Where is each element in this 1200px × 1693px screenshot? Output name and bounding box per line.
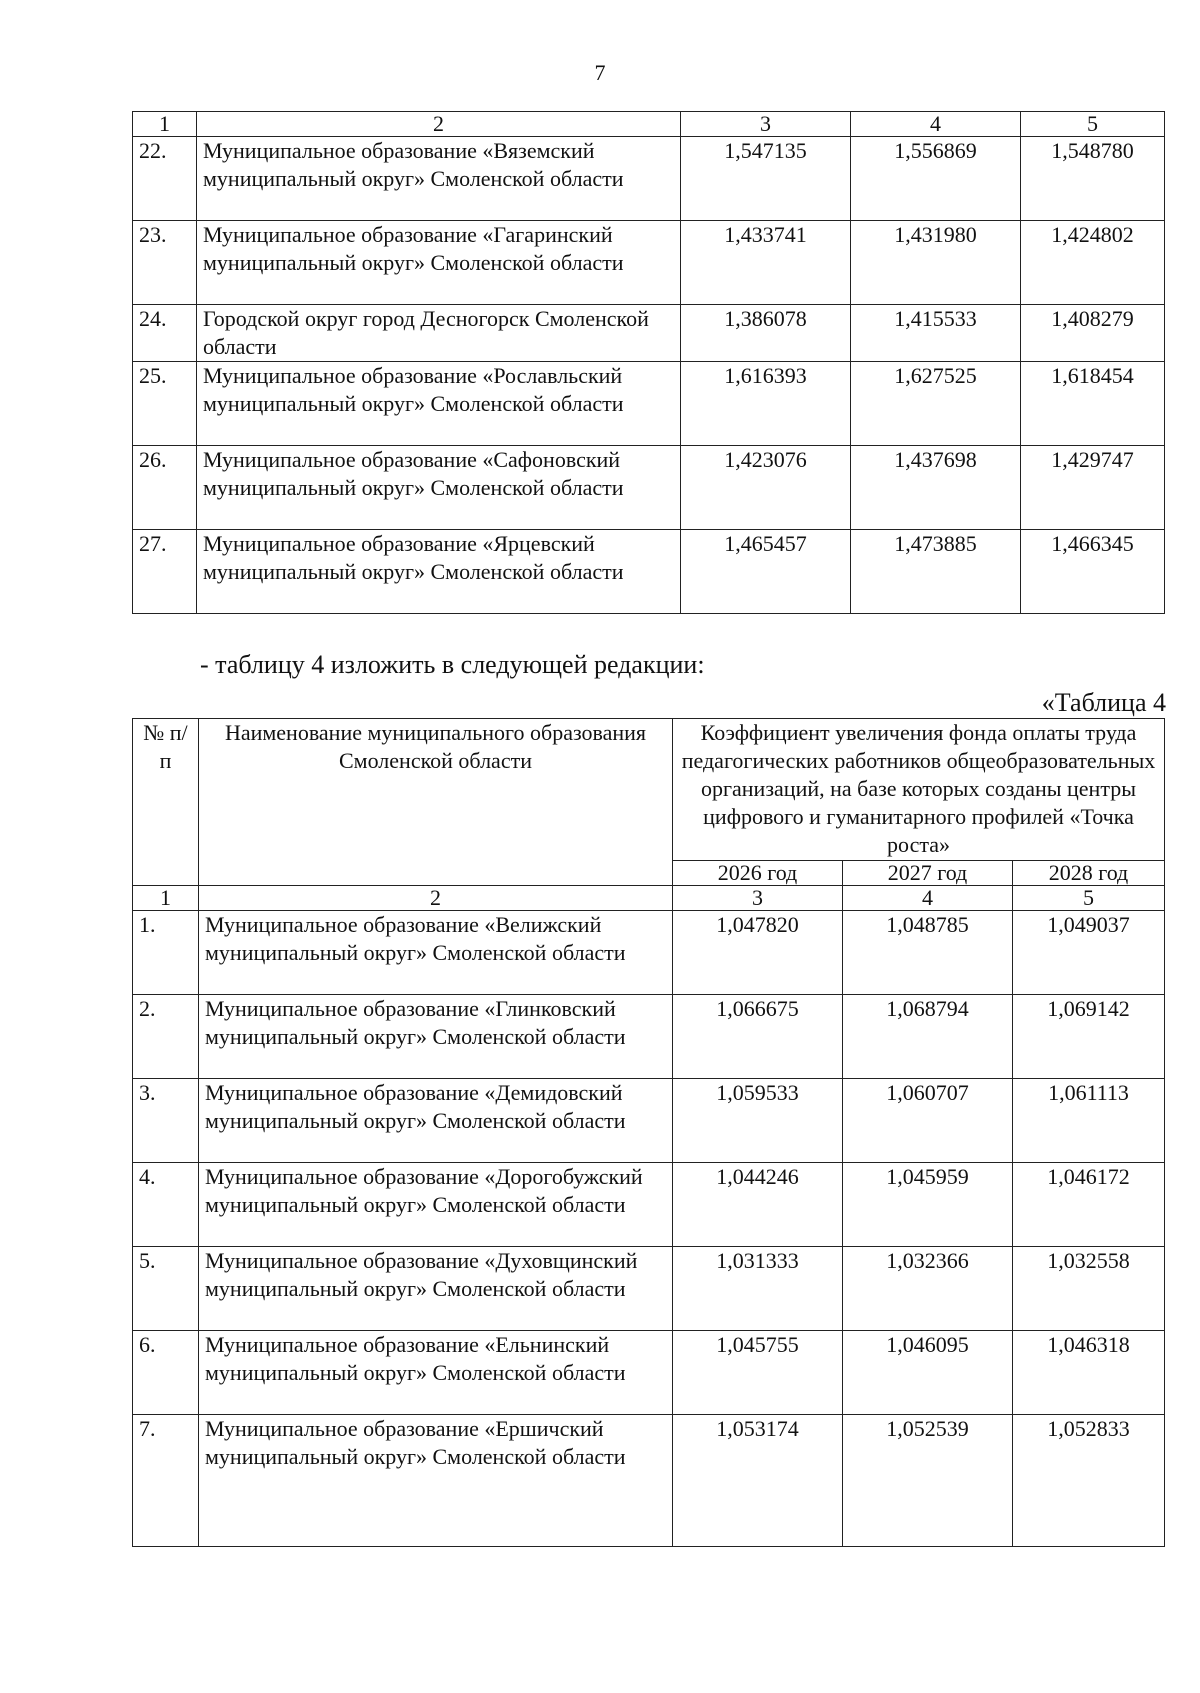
value-2026: 1,044246 bbox=[673, 1163, 843, 1247]
municipality-name: Муниципальное образование «Сафоновский муниципальный округ» Смоленской области bbox=[197, 446, 681, 530]
row-number: 26. bbox=[133, 446, 197, 530]
col-number: 1 bbox=[133, 886, 199, 911]
value-2028: 1,429747 bbox=[1021, 446, 1165, 530]
row-number: 3. bbox=[133, 1079, 199, 1163]
year-2028: 2028 год bbox=[1013, 861, 1165, 886]
value-2027: 1,431980 bbox=[851, 221, 1021, 305]
municipality-name: Муниципальное образование «Демидовский муниципальный округ» Смоленской области bbox=[199, 1079, 673, 1163]
table-row bbox=[133, 1163, 1165, 1247]
value-2026: 1,053174 bbox=[673, 1415, 843, 1547]
col-number: 4 bbox=[851, 112, 1021, 137]
row-number: 27. bbox=[133, 530, 197, 614]
coefficients-table-4 bbox=[132, 718, 1165, 1547]
col-number: 5 bbox=[1021, 112, 1165, 137]
coefficients-table-continued bbox=[132, 111, 1165, 614]
value-2026: 1,047820 bbox=[673, 911, 843, 995]
row-number: 1. bbox=[133, 911, 199, 995]
value-2028: 1,548780 bbox=[1021, 137, 1165, 221]
value-2028: 1,046172 bbox=[1013, 1163, 1165, 1247]
row-number: 7. bbox=[133, 1415, 199, 1547]
table-row bbox=[133, 911, 1165, 995]
row-number: 22. bbox=[133, 137, 197, 221]
municipality-name: Муниципальное образование «Ершичский муниципальный округ» Смоленской области bbox=[199, 1415, 673, 1547]
value-2027: 1,052539 bbox=[843, 1415, 1013, 1547]
value-2026: 1,045755 bbox=[673, 1331, 843, 1415]
col-header-coefficient: Коэффициент увеличения фонда оплаты труда педагогических работников общеобразовательных организаций, на базе которых созданы центры цифрового и гуманитарного профилей «Точка роста» bbox=[673, 719, 1165, 861]
value-2028: 1,408279 bbox=[1021, 305, 1165, 362]
row-number: 25. bbox=[133, 362, 197, 446]
col-number: 5 bbox=[1013, 886, 1165, 911]
value-2028: 1,061113 bbox=[1013, 1079, 1165, 1163]
table-row bbox=[133, 446, 1165, 530]
col-number: 3 bbox=[681, 112, 851, 137]
municipality-name: Городской округ город Десногорск Смоленской области bbox=[197, 305, 681, 362]
row-number: 24. bbox=[133, 305, 197, 362]
municipality-name: Муниципальное образование «Велижский муниципальный округ» Смоленской области bbox=[199, 911, 673, 995]
row-number: 2. bbox=[133, 995, 199, 1079]
table-row bbox=[133, 221, 1165, 305]
value-2026: 1,059533 bbox=[673, 1079, 843, 1163]
value-2027: 1,627525 bbox=[851, 362, 1021, 446]
amendment-instruction: - таблицу 4 изложить в следующей редакции: bbox=[200, 650, 705, 679]
municipality-name: Муниципальное образование «Духовщинский муниципальный округ» Смоленской области bbox=[199, 1247, 673, 1331]
value-2027: 1,032366 bbox=[843, 1247, 1013, 1331]
column-numbering-row bbox=[133, 112, 1165, 137]
value-2028: 1,424802 bbox=[1021, 221, 1165, 305]
row-number: 6. bbox=[133, 1331, 199, 1415]
value-2027: 1,045959 bbox=[843, 1163, 1013, 1247]
value-2027: 1,556869 bbox=[851, 137, 1021, 221]
municipality-name: Муниципальное образование «Рославльский муниципальный округ» Смоленской области bbox=[197, 362, 681, 446]
table-row bbox=[133, 1331, 1165, 1415]
value-2026: 1,423076 bbox=[681, 446, 851, 530]
value-2027: 1,473885 bbox=[851, 530, 1021, 614]
row-number: 23. bbox=[133, 221, 197, 305]
municipality-name: Муниципальное образование «Вяземский муниципальный округ» Смоленской области bbox=[197, 137, 681, 221]
value-2026: 1,031333 bbox=[673, 1247, 843, 1331]
page-number: 7 bbox=[594, 60, 606, 85]
table-row bbox=[133, 362, 1165, 446]
value-2026: 1,066675 bbox=[673, 995, 843, 1079]
municipality-name: Муниципальное образование «Гагаринский муниципальный округ» Смоленской области bbox=[197, 221, 681, 305]
value-2027: 1,060707 bbox=[843, 1079, 1013, 1163]
col-number: 2 bbox=[197, 112, 681, 137]
table-row bbox=[133, 137, 1165, 221]
table-row bbox=[133, 1415, 1165, 1547]
value-2026: 1,547135 bbox=[681, 137, 851, 221]
municipality-name: Муниципальное образование «Дорогобужский муниципальный округ» Смоленской области bbox=[199, 1163, 673, 1247]
municipality-name: Муниципальное образование «Глинковский муниципальный округ» Смоленской области bbox=[199, 995, 673, 1079]
table-header-row bbox=[133, 719, 1165, 861]
col-number: 1 bbox=[133, 112, 197, 137]
column-numbering-row bbox=[133, 886, 1165, 911]
table-row bbox=[133, 995, 1165, 1079]
col-number: 4 bbox=[843, 886, 1013, 911]
year-2026: 2026 год bbox=[673, 861, 843, 886]
value-2027: 1,415533 bbox=[851, 305, 1021, 362]
value-2028: 1,052833 bbox=[1013, 1415, 1165, 1547]
table-row bbox=[133, 530, 1165, 614]
table-caption: «Таблица 4 bbox=[1041, 688, 1166, 717]
value-2027: 1,048785 bbox=[843, 911, 1013, 995]
value-2028: 1,049037 bbox=[1013, 911, 1165, 995]
value-2026: 1,433741 bbox=[681, 221, 851, 305]
value-2026: 1,465457 bbox=[681, 530, 851, 614]
municipality-name: Муниципальное образование «Ельнинский муниципальный округ» Смоленской области bbox=[199, 1331, 673, 1415]
table-row bbox=[133, 1247, 1165, 1331]
row-number: 5. bbox=[133, 1247, 199, 1331]
value-2028: 1,618454 bbox=[1021, 362, 1165, 446]
table-row bbox=[133, 1079, 1165, 1163]
value-2026: 1,386078 bbox=[681, 305, 851, 362]
year-2027: 2027 год bbox=[843, 861, 1013, 886]
value-2028: 1,032558 bbox=[1013, 1247, 1165, 1331]
value-2027: 1,068794 bbox=[843, 995, 1013, 1079]
col-header-name: Наименование муниципального образования Смоленской области bbox=[199, 719, 673, 886]
value-2027: 1,046095 bbox=[843, 1331, 1013, 1415]
col-number: 2 bbox=[199, 886, 673, 911]
table-row bbox=[133, 305, 1165, 362]
col-number: 3 bbox=[673, 886, 843, 911]
value-2026: 1,616393 bbox=[681, 362, 851, 446]
row-number: 4. bbox=[133, 1163, 199, 1247]
value-2028: 1,069142 bbox=[1013, 995, 1165, 1079]
col-header-number: № п/п bbox=[133, 719, 199, 886]
value-2027: 1,437698 bbox=[851, 446, 1021, 530]
municipality-name: Муниципальное образование «Ярцевский муниципальный округ» Смоленской области bbox=[197, 530, 681, 614]
value-2028: 1,466345 bbox=[1021, 530, 1165, 614]
value-2028: 1,046318 bbox=[1013, 1331, 1165, 1415]
